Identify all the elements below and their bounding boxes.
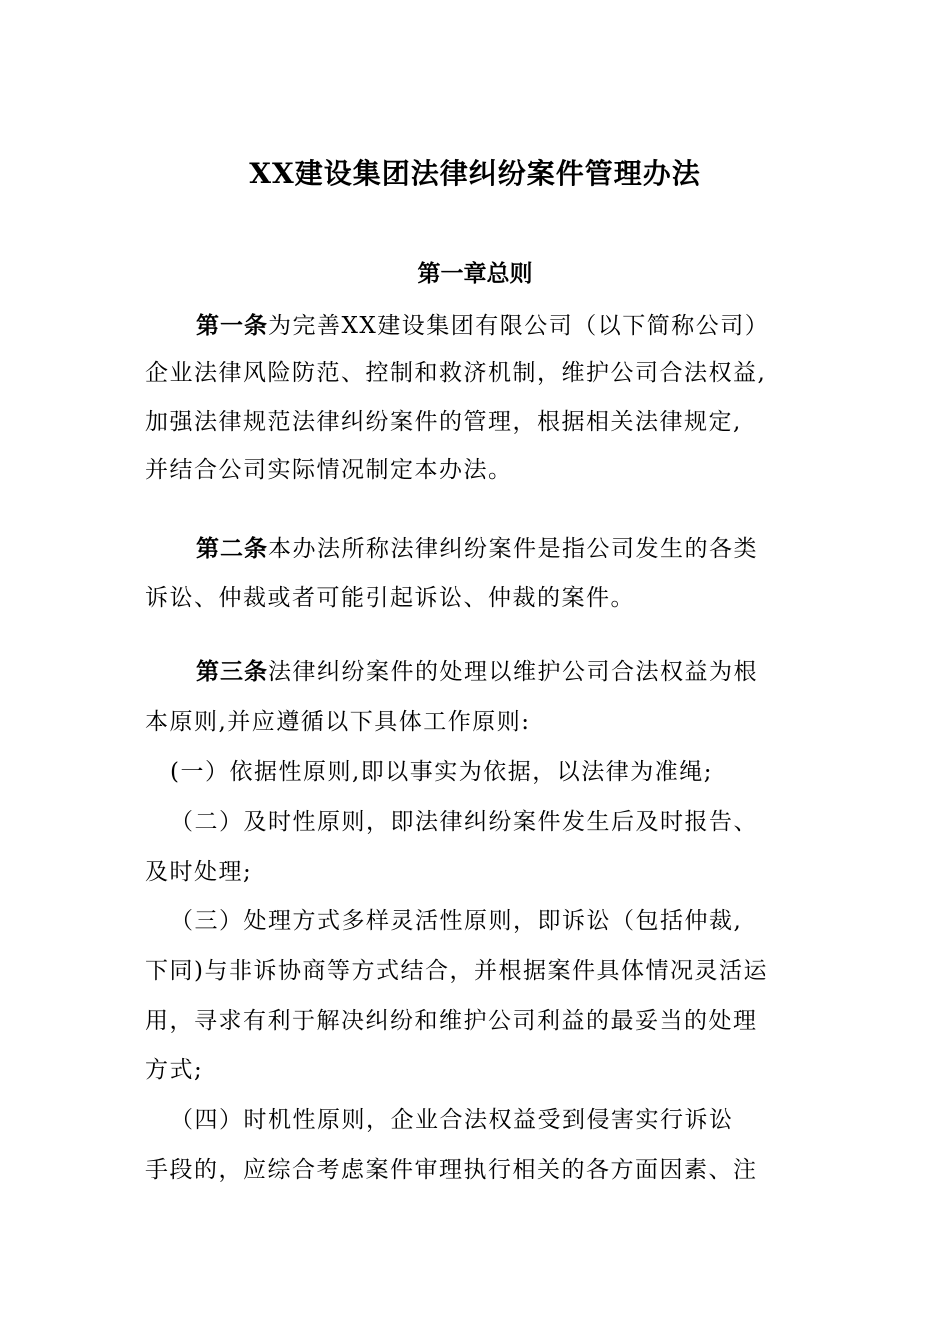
- article-1-line-4: 并结合公司实际情况制定本办法。: [145, 457, 513, 483]
- article-2-first-line: [196, 531, 758, 567]
- document-title: XX建设集团法律纠纷案件管理办法: [249, 157, 701, 190]
- article-3-text: 法律纠纷案件的处理以维护公司合法权益为根: [268, 659, 758, 685]
- article-1-line-2: 企业法律风险防范、控制和救济机制，维护公司合法权益,: [145, 360, 767, 386]
- article-3-item-4-cont: 手段的，应综合考虑案件审理执行相关的各方面因素、注: [145, 1157, 758, 1183]
- article-3-item-3-cont-3: 方式;: [145, 1057, 204, 1083]
- article-1-text: 为完善XX建设集团有限公司（以下简称公司）: [268, 313, 770, 339]
- article-1-first-line: [196, 308, 769, 344]
- article-1-label: 第一条: [196, 312, 268, 339]
- article-3-first-line: [196, 654, 758, 690]
- article-2-label: 第二条: [196, 535, 268, 562]
- article-1-line-3: 加强法律规范法律纠纷案件的管理，根据相关法律规定,: [145, 409, 742, 435]
- article-3-line-2: 本原则,并应遵循以下具体工作原则:: [145, 709, 531, 735]
- article-3-label: 第三条: [196, 658, 268, 685]
- article-3-item-3: （三）处理方式多样灵活性原则，即诉讼（包括仲裁,: [170, 908, 743, 934]
- article-3-item-3-cont-1: 下同)与非诉协商等方式结合，并根据案件具体情况灵活运: [145, 958, 768, 984]
- article-3-item-4: （四）时机性原则，企业合法权益受到侵害实行诉讼: [170, 1107, 734, 1133]
- article-2-text: 本办法所称法律纠纷案件是指公司发生的各类: [268, 536, 758, 562]
- article-3-item-3-cont-2: 用，寻求有利于解决纠纷和维护公司利益的最妥当的处理: [145, 1008, 758, 1034]
- article-3-item-1: (一）依据性原则,即以事实为依据，以法律为准绳;: [170, 759, 714, 785]
- article-3-item-2-cont: 及时处理;: [145, 859, 253, 885]
- article-3-item-2: （二）及时性原则，即法律纠纷案件发生后及时报告、: [170, 809, 758, 835]
- chapter-heading: 第一章总则: [417, 260, 533, 287]
- article-2-line-2: 诉讼、仲裁或者可能引起诉讼、仲裁的案件。: [145, 585, 635, 611]
